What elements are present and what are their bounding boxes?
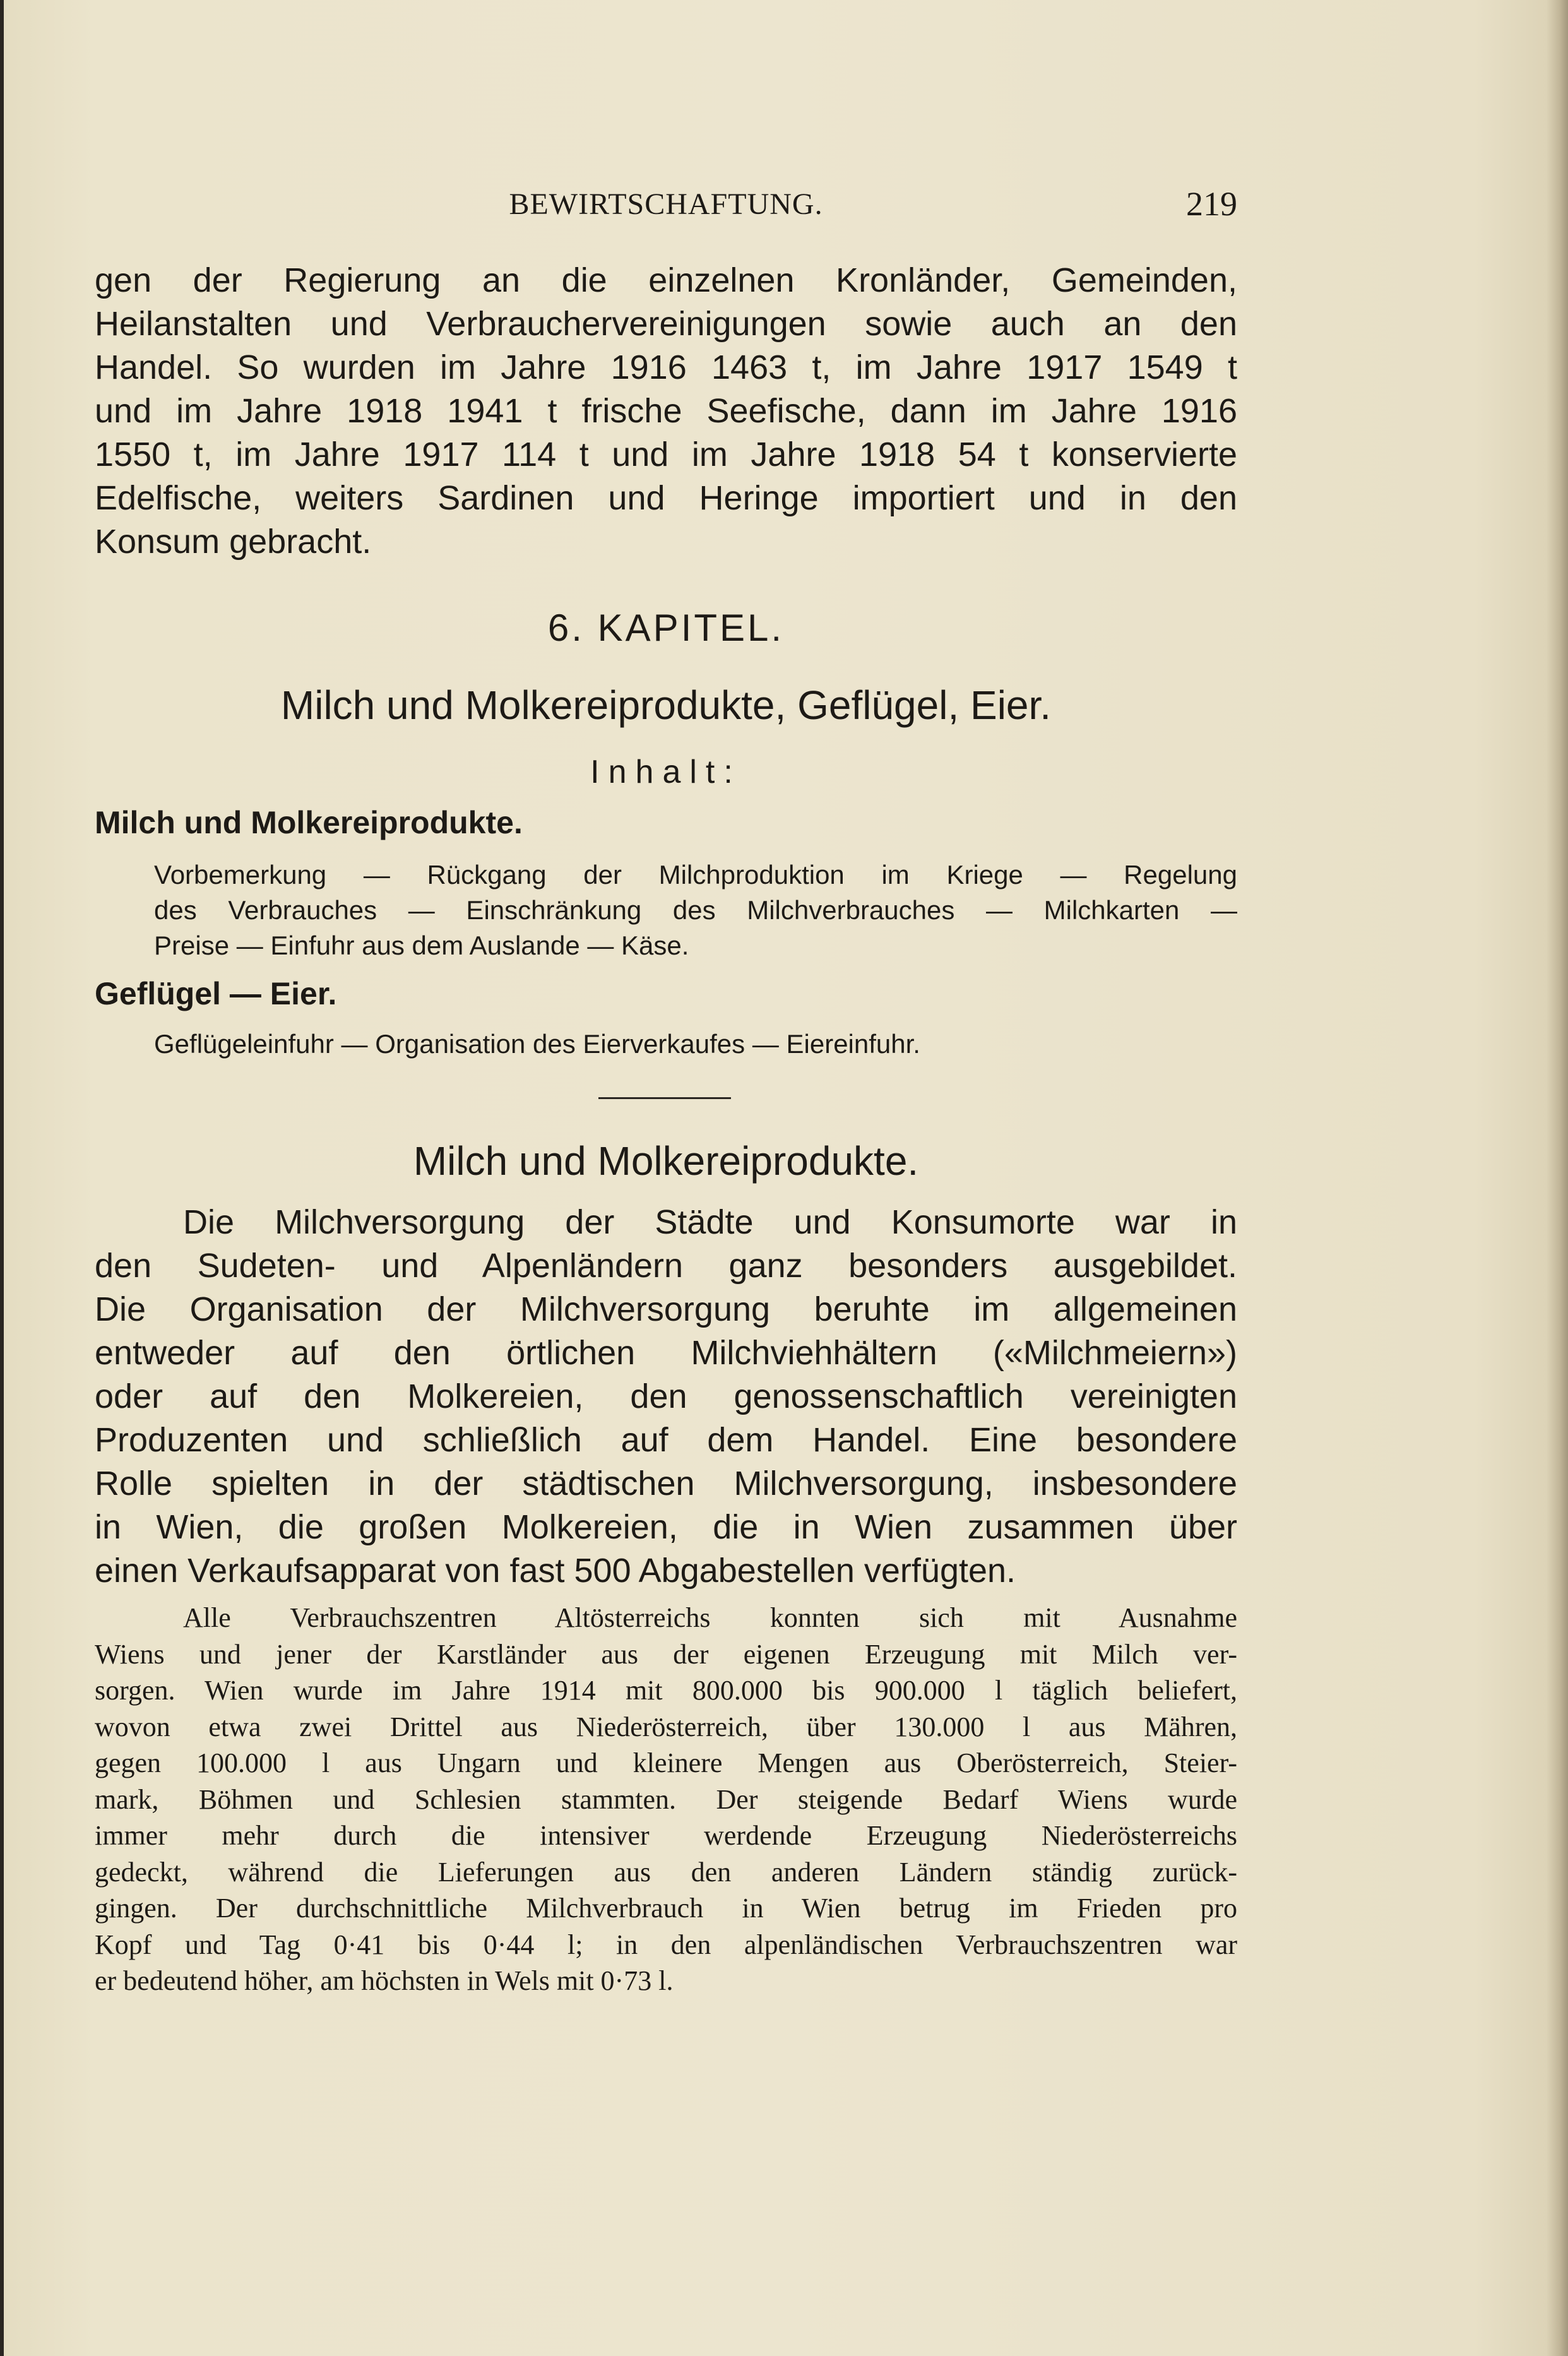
- text-line: Rolle spielten in der städtischen Milchversorgung, insbesondere: [95, 1465, 1237, 1502]
- text-line: Konsum gebracht.: [95, 523, 372, 561]
- chapter-title: Milch und Molkereiprodukte, Geflügel, Eier.: [280, 682, 1052, 728]
- text-line: einen Verkaufsapparat von fast 500 Abgabestellen verfügten.: [95, 1552, 1016, 1590]
- note-line: gedeckt, während die Lieferungen aus den anderen Ländern ständig zurück-: [95, 1856, 1237, 1888]
- toc-line: Vorbemerkung — Rückgang der Milchproduktion im Kriege — Regelung: [154, 860, 1237, 889]
- note-line: sorgen. Wien wurde im Jahre 1914 mit 800.000 bis 900.000 l täglich beliefert,: [95, 1675, 1237, 1706]
- text-line: Heilanstalten und Verbrauchervereinigungen sowie auch an den: [95, 305, 1237, 343]
- text-line: und im Jahre 1918 1941 t frische Seefische, dann im Jahre 1916: [95, 392, 1237, 430]
- note-line: er bedeutend höher, am höchsten in Wels mit 0·73 l.: [95, 1965, 674, 1996]
- running-head: [95, 184, 1237, 229]
- text-line: Produzenten und schließlich auf dem Handel. Eine besondere: [95, 1421, 1237, 1459]
- note-paragraph: [95, 1600, 1237, 1999]
- note-line: Kopf und Tag 0·41 bis 0·44 l; in den alpenländischen Verbrauchszentren war: [95, 1929, 1237, 1960]
- text-line: Handel. So wurden im Jahre 1916 1463 t, im Jahre 1917 1549 t: [95, 348, 1237, 386]
- text-line: Edelfische, weiters Sardinen und Heringe importiert und in den: [95, 479, 1237, 517]
- text-line: gen der Regierung an die einzelnen Kronländer, Gemeinden,: [95, 261, 1237, 299]
- note-line: wovon etwa zwei Drittel aus Niederösterreich, über 130.000 l aus Mähren,: [95, 1711, 1237, 1742]
- section-divider: [598, 1097, 731, 1099]
- toc-heading-poultry: Geflügel — Eier.: [95, 976, 337, 1011]
- note-line: gegen 100.000 l aus Ungarn und kleinere Mengen aus Oberösterreich, Steier-: [95, 1747, 1237, 1778]
- section-title: Milch und Molkereiprodukte.: [413, 1138, 919, 1184]
- running-title: BEWIRTSCHAFTUNG.: [509, 187, 823, 221]
- text-line: entweder auf den örtlichen Milchviehhältern («Milchmeiern»): [95, 1334, 1237, 1372]
- note-line: Wiens und jener der Karstländer aus der eigenen Erzeugung mit Milch ver-: [95, 1638, 1237, 1670]
- page-number: 219: [1186, 185, 1237, 223]
- note-line: gingen. Der durchschnittliche Milchverbrauch in Wien betrug im Frieden pro: [95, 1893, 1237, 1924]
- note-line: immer mehr durch die intensiver werdende Erzeugung Niederösterreichs: [95, 1820, 1237, 1851]
- toc-heading-milk: Milch und Molkereiprodukte.: [95, 805, 523, 840]
- main-paragraph: [95, 1201, 1237, 1593]
- text-line: 1550 t, im Jahre 1917 114 t und im Jahre 1918 54 t konservierte: [95, 436, 1237, 473]
- contents-label: Inhalt:: [590, 754, 742, 790]
- note-line: mark, Böhmen und Schlesien stammten. Der steigende Bedarf Wiens wurde: [95, 1783, 1237, 1815]
- toc-entries-milk: [154, 857, 1237, 963]
- chapter-number: 6. KAPITEL.: [547, 607, 785, 649]
- toc-entries-poultry: [154, 1026, 1237, 1062]
- note-line: Alle Verbrauchszentren Altösterreichs konnten sich mit Ausnahme: [183, 1602, 1237, 1633]
- intro-paragraph: [95, 259, 1237, 564]
- text-line: oder auf den Molkereien, den genossenschaftlich vereinigten: [95, 1377, 1237, 1415]
- text-line: in Wien, die großen Molkereien, die in Wien zusammen über: [95, 1508, 1237, 1546]
- toc-line: des Verbrauches — Einschränkung des Milchverbrauches — Milchkarten —: [154, 895, 1237, 925]
- text-line: Die Organisation der Milchversorgung beruhte im allgemeinen: [95, 1290, 1237, 1328]
- toc-line: Geflügeleinfuhr — Organisation des Eierverkaufes — Eiereinfuhr.: [154, 1029, 920, 1059]
- text-line: Die Milchversorgung der Städte und Konsumorte war in: [183, 1203, 1237, 1241]
- toc-line: Preise — Einfuhr aus dem Auslande — Käse.: [154, 931, 689, 960]
- text-line: den Sudeten- und Alpenländern ganz besonders ausgebildet.: [95, 1247, 1237, 1285]
